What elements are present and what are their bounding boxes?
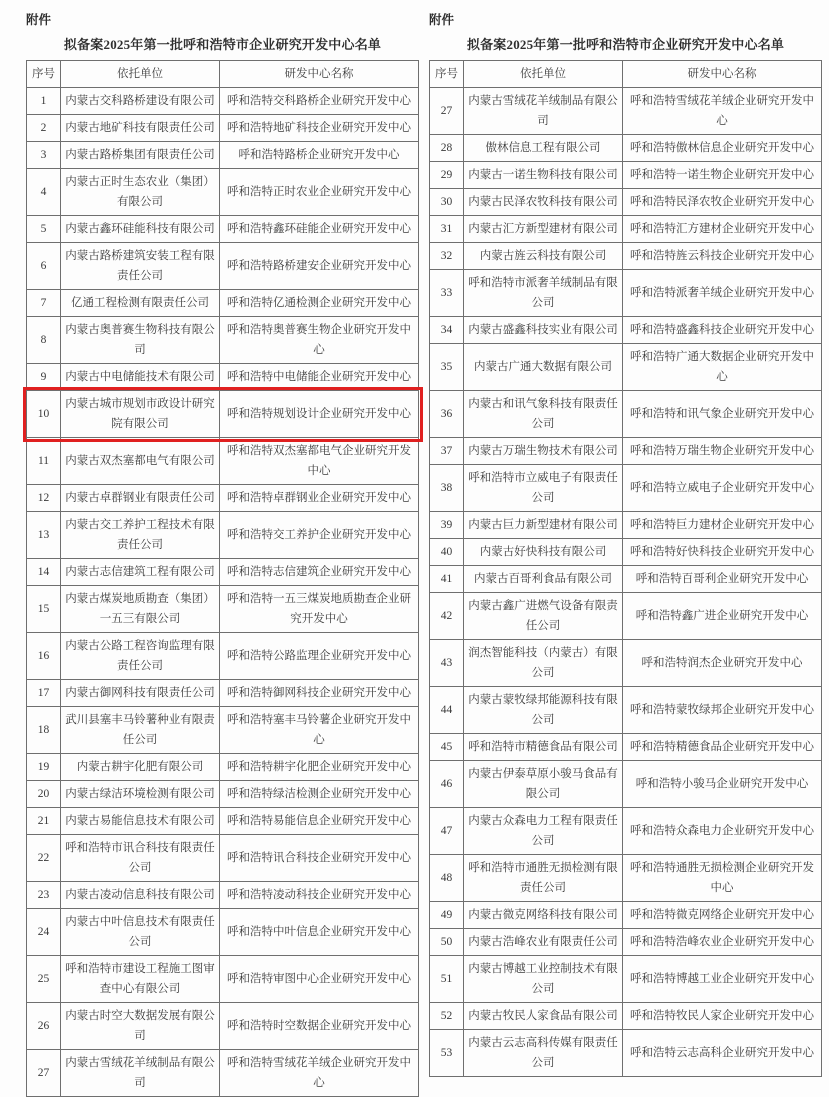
rd-center-name: 呼和浩特巨力建材企业研究开发中心 bbox=[623, 512, 822, 539]
rd-center-name: 呼和浩特塞丰马铃薯企业研究开发中心 bbox=[220, 707, 419, 754]
table-row bbox=[430, 344, 822, 391]
table-row bbox=[27, 1050, 419, 1097]
supporting-unit: 内蒙古路桥集团有限责任公司 bbox=[61, 142, 220, 169]
rd-center-name: 呼和浩特讯合科技企业研究开发中心 bbox=[220, 835, 419, 882]
supporting-unit: 内蒙古旌云科技有限公司 bbox=[464, 243, 623, 270]
row-number: 45 bbox=[430, 734, 464, 761]
rd-center-name: 呼和浩特路桥建安企业研究开发中心 bbox=[220, 243, 419, 290]
table-row bbox=[27, 882, 419, 909]
rd-center-name: 呼和浩特浩峰农业企业研究开发中心 bbox=[623, 929, 822, 956]
table-row bbox=[430, 687, 822, 734]
row-number: 21 bbox=[27, 808, 61, 835]
supporting-unit: 内蒙古微克网络科技有限公司 bbox=[464, 902, 623, 929]
rd-center-name: 呼和浩特牧民人家企业研究开发中心 bbox=[623, 1003, 822, 1030]
column-header-unit: 依托单位 bbox=[61, 61, 220, 88]
supporting-unit: 内蒙古广通大数据有限公司 bbox=[464, 344, 623, 391]
rd-center-name: 呼和浩特一五三煤炭地质勘查企业研究开发中心 bbox=[220, 586, 419, 633]
row-number: 14 bbox=[27, 559, 61, 586]
supporting-unit: 亿通工程检测有限责任公司 bbox=[61, 290, 220, 317]
table-row bbox=[430, 929, 822, 956]
table-row bbox=[430, 1003, 822, 1030]
row-number: 51 bbox=[430, 956, 464, 1003]
rd-center-name: 呼和浩特绿洁检测企业研究开发中心 bbox=[220, 781, 419, 808]
table-row bbox=[430, 243, 822, 270]
table-row bbox=[27, 317, 419, 364]
rd-center-name: 呼和浩特和讯气象企业研究开发中心 bbox=[623, 391, 822, 438]
column-header-no: 序号 bbox=[27, 61, 61, 88]
table-row bbox=[27, 586, 419, 633]
table-row bbox=[430, 593, 822, 640]
row-number: 9 bbox=[27, 364, 61, 391]
table-row bbox=[27, 707, 419, 754]
attachment-label: 附件 bbox=[429, 13, 455, 27]
supporting-unit: 呼和浩特市讯合科技有限责任公司 bbox=[61, 835, 220, 882]
rd-center-name: 呼和浩特百哥利企业研究开发中心 bbox=[623, 566, 822, 593]
table-row bbox=[27, 438, 419, 485]
table-row bbox=[430, 855, 822, 902]
supporting-unit: 内蒙古志信建筑工程有限公司 bbox=[61, 559, 220, 586]
row-number: 30 bbox=[430, 189, 464, 216]
row-number: 22 bbox=[27, 835, 61, 882]
table-row bbox=[430, 270, 822, 317]
table-row bbox=[27, 391, 419, 438]
rd-center-name: 呼和浩特时空数据企业研究开发中心 bbox=[220, 1003, 419, 1050]
supporting-unit: 内蒙古众森电力工程有限责任公司 bbox=[464, 808, 623, 855]
supporting-unit: 内蒙古牧民人家食品有限公司 bbox=[464, 1003, 623, 1030]
rd-center-name: 呼和浩特鑫广进企业研究开发中心 bbox=[623, 593, 822, 640]
column-header-unit: 依托单位 bbox=[464, 61, 623, 88]
page-left bbox=[26, 8, 419, 1097]
rd-center-name: 呼和浩特万瑞生物企业研究开发中心 bbox=[623, 438, 822, 465]
rd-center-name: 呼和浩特中叶信息企业研究开发中心 bbox=[220, 909, 419, 956]
row-number: 3 bbox=[27, 142, 61, 169]
rd-center-name: 呼和浩特凌动科技企业研究开发中心 bbox=[220, 882, 419, 909]
table-row bbox=[27, 835, 419, 882]
attachment-label: 附件 bbox=[26, 13, 52, 27]
supporting-unit: 内蒙古御网科技有限责任公司 bbox=[61, 680, 220, 707]
row-number: 20 bbox=[27, 781, 61, 808]
row-number: 39 bbox=[430, 512, 464, 539]
row-number: 53 bbox=[430, 1030, 464, 1077]
rd-center-name: 呼和浩特路桥企业研究开发中心 bbox=[220, 142, 419, 169]
rd-center-name: 呼和浩特润杰企业研究开发中心 bbox=[623, 640, 822, 687]
row-number: 44 bbox=[430, 687, 464, 734]
left-table bbox=[26, 60, 419, 1097]
table-row bbox=[27, 142, 419, 169]
supporting-unit: 内蒙古浩峰农业有限责任公司 bbox=[464, 929, 623, 956]
row-number: 10 bbox=[27, 391, 61, 438]
row-number: 8 bbox=[27, 317, 61, 364]
row-number: 49 bbox=[430, 902, 464, 929]
supporting-unit: 呼和浩特市建设工程施工图审查中心有限公司 bbox=[61, 956, 220, 1003]
rd-center-name: 呼和浩特地矿科技企业研究开发中心 bbox=[220, 115, 419, 142]
table-row bbox=[27, 115, 419, 142]
row-number: 42 bbox=[430, 593, 464, 640]
row-number: 27 bbox=[430, 88, 464, 135]
rd-center-name: 呼和浩特耕宇化肥企业研究开发中心 bbox=[220, 754, 419, 781]
supporting-unit: 内蒙古双杰塞都电气有限公司 bbox=[61, 438, 220, 485]
column-header-center: 研发中心名称 bbox=[220, 61, 419, 88]
supporting-unit: 呼和浩特市立威电子有限责任公司 bbox=[464, 465, 623, 512]
table-row bbox=[27, 754, 419, 781]
rd-center-name: 呼和浩特志信建筑企业研究开发中心 bbox=[220, 559, 419, 586]
page-title: 拟备案2025年第一批呼和浩特市企业研究开发中心名单 bbox=[63, 37, 382, 52]
rd-center-name: 呼和浩特立威电子企业研究开发中心 bbox=[623, 465, 822, 512]
table-row bbox=[27, 956, 419, 1003]
rd-center-name: 呼和浩特公路监理企业研究开发中心 bbox=[220, 633, 419, 680]
supporting-unit: 内蒙古易能信息技术有限公司 bbox=[61, 808, 220, 835]
rd-center-name: 呼和浩特鑫环硅能企业研究开发中心 bbox=[220, 216, 419, 243]
supporting-unit: 内蒙古耕宇化肥有限公司 bbox=[61, 754, 220, 781]
table-row bbox=[430, 956, 822, 1003]
row-number: 47 bbox=[430, 808, 464, 855]
rd-center-name: 呼和浩特小骏马企业研究开发中心 bbox=[623, 761, 822, 808]
row-number: 33 bbox=[430, 270, 464, 317]
row-number: 7 bbox=[27, 290, 61, 317]
row-number: 23 bbox=[27, 882, 61, 909]
rd-center-name: 呼和浩特广通大数据企业研究开发中心 bbox=[623, 344, 822, 391]
rd-center-name: 呼和浩特蒙牧绿邦企业研究开发中心 bbox=[623, 687, 822, 734]
rd-center-name: 呼和浩特博越工业企业研究开发中心 bbox=[623, 956, 822, 1003]
row-number: 16 bbox=[27, 633, 61, 680]
table-row bbox=[430, 761, 822, 808]
row-number: 2 bbox=[27, 115, 61, 142]
rd-center-name: 呼和浩特精德食品企业研究开发中心 bbox=[623, 734, 822, 761]
supporting-unit: 傲林信息工程有限公司 bbox=[464, 135, 623, 162]
supporting-unit: 内蒙古一诺生物科技有限公司 bbox=[464, 162, 623, 189]
table-row bbox=[27, 364, 419, 391]
table-row bbox=[27, 243, 419, 290]
row-number: 26 bbox=[27, 1003, 61, 1050]
row-number: 18 bbox=[27, 707, 61, 754]
row-number: 17 bbox=[27, 680, 61, 707]
supporting-unit: 内蒙古云志高科传媒有限责任公司 bbox=[464, 1030, 623, 1077]
supporting-unit: 内蒙古交科路桥建设有限公司 bbox=[61, 88, 220, 115]
table-row bbox=[430, 539, 822, 566]
rd-center-name: 呼和浩特派奢羊绒企业研究开发中心 bbox=[623, 270, 822, 317]
row-number: 31 bbox=[430, 216, 464, 243]
row-number: 5 bbox=[27, 216, 61, 243]
rd-center-name: 呼和浩特汇方建材企业研究开发中心 bbox=[623, 216, 822, 243]
supporting-unit: 内蒙古雪绒花羊绒制品有限公司 bbox=[61, 1050, 220, 1097]
table-row bbox=[27, 216, 419, 243]
supporting-unit: 内蒙古和讯气象科技有限责任公司 bbox=[464, 391, 623, 438]
supporting-unit: 内蒙古时空大数据发展有限公司 bbox=[61, 1003, 220, 1050]
column-header-no: 序号 bbox=[430, 61, 464, 88]
supporting-unit: 内蒙古奥普赛生物科技有限公司 bbox=[61, 317, 220, 364]
supporting-unit: 内蒙古雪绒花羊绒制品有限公司 bbox=[464, 88, 623, 135]
table-row bbox=[27, 512, 419, 559]
rd-center-name: 呼和浩特微克网络企业研究开发中心 bbox=[623, 902, 822, 929]
rd-center-name: 呼和浩特雪绒花羊绒企业研究开发中心 bbox=[623, 88, 822, 135]
table-row bbox=[430, 566, 822, 593]
row-number: 38 bbox=[430, 465, 464, 512]
row-number: 46 bbox=[430, 761, 464, 808]
supporting-unit: 呼和浩特市通胜无损检测有限责任公司 bbox=[464, 855, 623, 902]
table-row bbox=[430, 902, 822, 929]
table-row bbox=[430, 317, 822, 344]
table-row bbox=[27, 909, 419, 956]
supporting-unit: 内蒙古煤炭地质勘查（集团）一五三有限公司 bbox=[61, 586, 220, 633]
right-table bbox=[429, 60, 822, 1077]
supporting-unit: 内蒙古公路工程咨询监理有限责任公司 bbox=[61, 633, 220, 680]
row-number: 29 bbox=[430, 162, 464, 189]
table-header-row bbox=[430, 61, 822, 88]
rd-center-name: 呼和浩特审图中心企业研究开发中心 bbox=[220, 956, 419, 1003]
table-row bbox=[430, 1030, 822, 1077]
row-number: 11 bbox=[27, 438, 61, 485]
table-row bbox=[27, 169, 419, 216]
rd-center-name: 呼和浩特傲林信息企业研究开发中心 bbox=[623, 135, 822, 162]
supporting-unit: 内蒙古正时生态农业（集团）有限公司 bbox=[61, 169, 220, 216]
supporting-unit: 武川县塞丰马铃薯种业有限责任公司 bbox=[61, 707, 220, 754]
rd-center-name: 呼和浩特御网科技企业研究开发中心 bbox=[220, 680, 419, 707]
row-number: 41 bbox=[430, 566, 464, 593]
table-row bbox=[430, 438, 822, 465]
rd-center-name: 呼和浩特一诺生物企业研究开发中心 bbox=[623, 162, 822, 189]
table-row bbox=[27, 680, 419, 707]
table-row bbox=[430, 135, 822, 162]
rd-center-name: 呼和浩特好快科技企业研究开发中心 bbox=[623, 539, 822, 566]
rd-center-name: 呼和浩特云志高科企业研究开发中心 bbox=[623, 1030, 822, 1077]
row-number: 34 bbox=[430, 317, 464, 344]
table-row bbox=[430, 88, 822, 135]
row-number: 24 bbox=[27, 909, 61, 956]
rd-center-name: 呼和浩特旌云科技企业研究开发中心 bbox=[623, 243, 822, 270]
supporting-unit: 内蒙古民泽农牧科技有限公司 bbox=[464, 189, 623, 216]
table-row bbox=[430, 640, 822, 687]
rd-center-name: 呼和浩特民泽农牧企业研究开发中心 bbox=[623, 189, 822, 216]
supporting-unit: 内蒙古好快科技有限公司 bbox=[464, 539, 623, 566]
row-number: 1 bbox=[27, 88, 61, 115]
rd-center-name: 呼和浩特交科路桥企业研究开发中心 bbox=[220, 88, 419, 115]
page-right bbox=[429, 8, 822, 1097]
supporting-unit: 内蒙古交工养护工程技术有限责任公司 bbox=[61, 512, 220, 559]
rd-center-name: 呼和浩特双杰塞都电气企业研究开发中心 bbox=[220, 438, 419, 485]
rd-center-name: 呼和浩特交工养护企业研究开发中心 bbox=[220, 512, 419, 559]
table-row bbox=[430, 734, 822, 761]
table-row bbox=[430, 189, 822, 216]
supporting-unit: 内蒙古蒙牧绿邦能源科技有限公司 bbox=[464, 687, 623, 734]
table-row bbox=[430, 216, 822, 243]
row-number: 27 bbox=[27, 1050, 61, 1097]
rd-center-name: 呼和浩特亿通检测企业研究开发中心 bbox=[220, 290, 419, 317]
supporting-unit: 内蒙古路桥建筑安装工程有限责任公司 bbox=[61, 243, 220, 290]
row-number: 19 bbox=[27, 754, 61, 781]
rd-center-name: 呼和浩特易能信息企业研究开发中心 bbox=[220, 808, 419, 835]
supporting-unit: 内蒙古巨力新型建材有限公司 bbox=[464, 512, 623, 539]
supporting-unit: 润杰智能科技（内蒙古）有限公司 bbox=[464, 640, 623, 687]
table-row bbox=[27, 781, 419, 808]
supporting-unit: 内蒙古万瑞生物技术有限公司 bbox=[464, 438, 623, 465]
supporting-unit: 内蒙古盛鑫科技实业有限公司 bbox=[464, 317, 623, 344]
table-row bbox=[27, 633, 419, 680]
supporting-unit: 内蒙古鑫环硅能科技有限公司 bbox=[61, 216, 220, 243]
table-row bbox=[430, 391, 822, 438]
rd-center-name: 呼和浩特中电储能企业研究开发中心 bbox=[220, 364, 419, 391]
supporting-unit: 内蒙古地矿科技有限责任公司 bbox=[61, 115, 220, 142]
row-number: 4 bbox=[27, 169, 61, 216]
supporting-unit: 内蒙古鑫广进燃气设备有限责任公司 bbox=[464, 593, 623, 640]
supporting-unit: 内蒙古卓群钢业有限责任公司 bbox=[61, 485, 220, 512]
supporting-unit: 内蒙古中电储能技术有限公司 bbox=[61, 364, 220, 391]
page-title: 拟备案2025年第一批呼和浩特市企业研究开发中心名单 bbox=[466, 37, 785, 52]
table-row bbox=[430, 512, 822, 539]
row-number: 50 bbox=[430, 929, 464, 956]
supporting-unit: 内蒙古博越工业控制技术有限公司 bbox=[464, 956, 623, 1003]
row-number: 13 bbox=[27, 512, 61, 559]
supporting-unit: 内蒙古凌动信息科技有限公司 bbox=[61, 882, 220, 909]
row-number: 52 bbox=[430, 1003, 464, 1030]
row-number: 48 bbox=[430, 855, 464, 902]
rd-center-name: 呼和浩特奥普赛生物企业研究开发中心 bbox=[220, 317, 419, 364]
table-row bbox=[430, 808, 822, 855]
rd-center-name: 呼和浩特规划设计企业研究开发中心 bbox=[220, 391, 419, 438]
row-number: 6 bbox=[27, 243, 61, 290]
rd-center-name: 呼和浩特通胜无损检测企业研究开发中心 bbox=[623, 855, 822, 902]
table-row bbox=[27, 808, 419, 835]
table-header-row bbox=[27, 61, 419, 88]
row-number: 28 bbox=[430, 135, 464, 162]
row-number: 43 bbox=[430, 640, 464, 687]
row-number: 32 bbox=[430, 243, 464, 270]
table-row bbox=[430, 465, 822, 512]
row-number: 15 bbox=[27, 586, 61, 633]
supporting-unit: 呼和浩特市派奢羊绒制品有限公司 bbox=[464, 270, 623, 317]
table-row bbox=[27, 485, 419, 512]
row-number: 40 bbox=[430, 539, 464, 566]
rd-center-name: 呼和浩特雪绒花羊绒企业研究开发中心 bbox=[220, 1050, 419, 1097]
row-number: 36 bbox=[430, 391, 464, 438]
supporting-unit: 内蒙古伊泰草原小骏马食品有限公司 bbox=[464, 761, 623, 808]
supporting-unit: 内蒙古百哥利食品有限公司 bbox=[464, 566, 623, 593]
row-number: 25 bbox=[27, 956, 61, 1003]
supporting-unit: 内蒙古中叶信息技术有限责任公司 bbox=[61, 909, 220, 956]
rd-center-name: 呼和浩特卓群钢业企业研究开发中心 bbox=[220, 485, 419, 512]
rd-center-name: 呼和浩特正时农业企业研究开发中心 bbox=[220, 169, 419, 216]
table-row bbox=[27, 1003, 419, 1050]
table-row bbox=[27, 559, 419, 586]
row-number: 35 bbox=[430, 344, 464, 391]
table-row bbox=[430, 162, 822, 189]
rd-center-name: 呼和浩特众森电力企业研究开发中心 bbox=[623, 808, 822, 855]
rd-center-name: 呼和浩特盛鑫科技企业研究开发中心 bbox=[623, 317, 822, 344]
supporting-unit: 内蒙古城市规划市政设计研究院有限公司 bbox=[61, 391, 220, 438]
column-header-center: 研发中心名称 bbox=[623, 61, 822, 88]
row-number: 12 bbox=[27, 485, 61, 512]
row-number: 37 bbox=[430, 438, 464, 465]
supporting-unit: 内蒙古汇方新型建材有限公司 bbox=[464, 216, 623, 243]
table-row bbox=[27, 88, 419, 115]
supporting-unit: 内蒙古绿洁环境检测有限公司 bbox=[61, 781, 220, 808]
table-row bbox=[27, 290, 419, 317]
supporting-unit: 呼和浩特市精德食品有限公司 bbox=[464, 734, 623, 761]
